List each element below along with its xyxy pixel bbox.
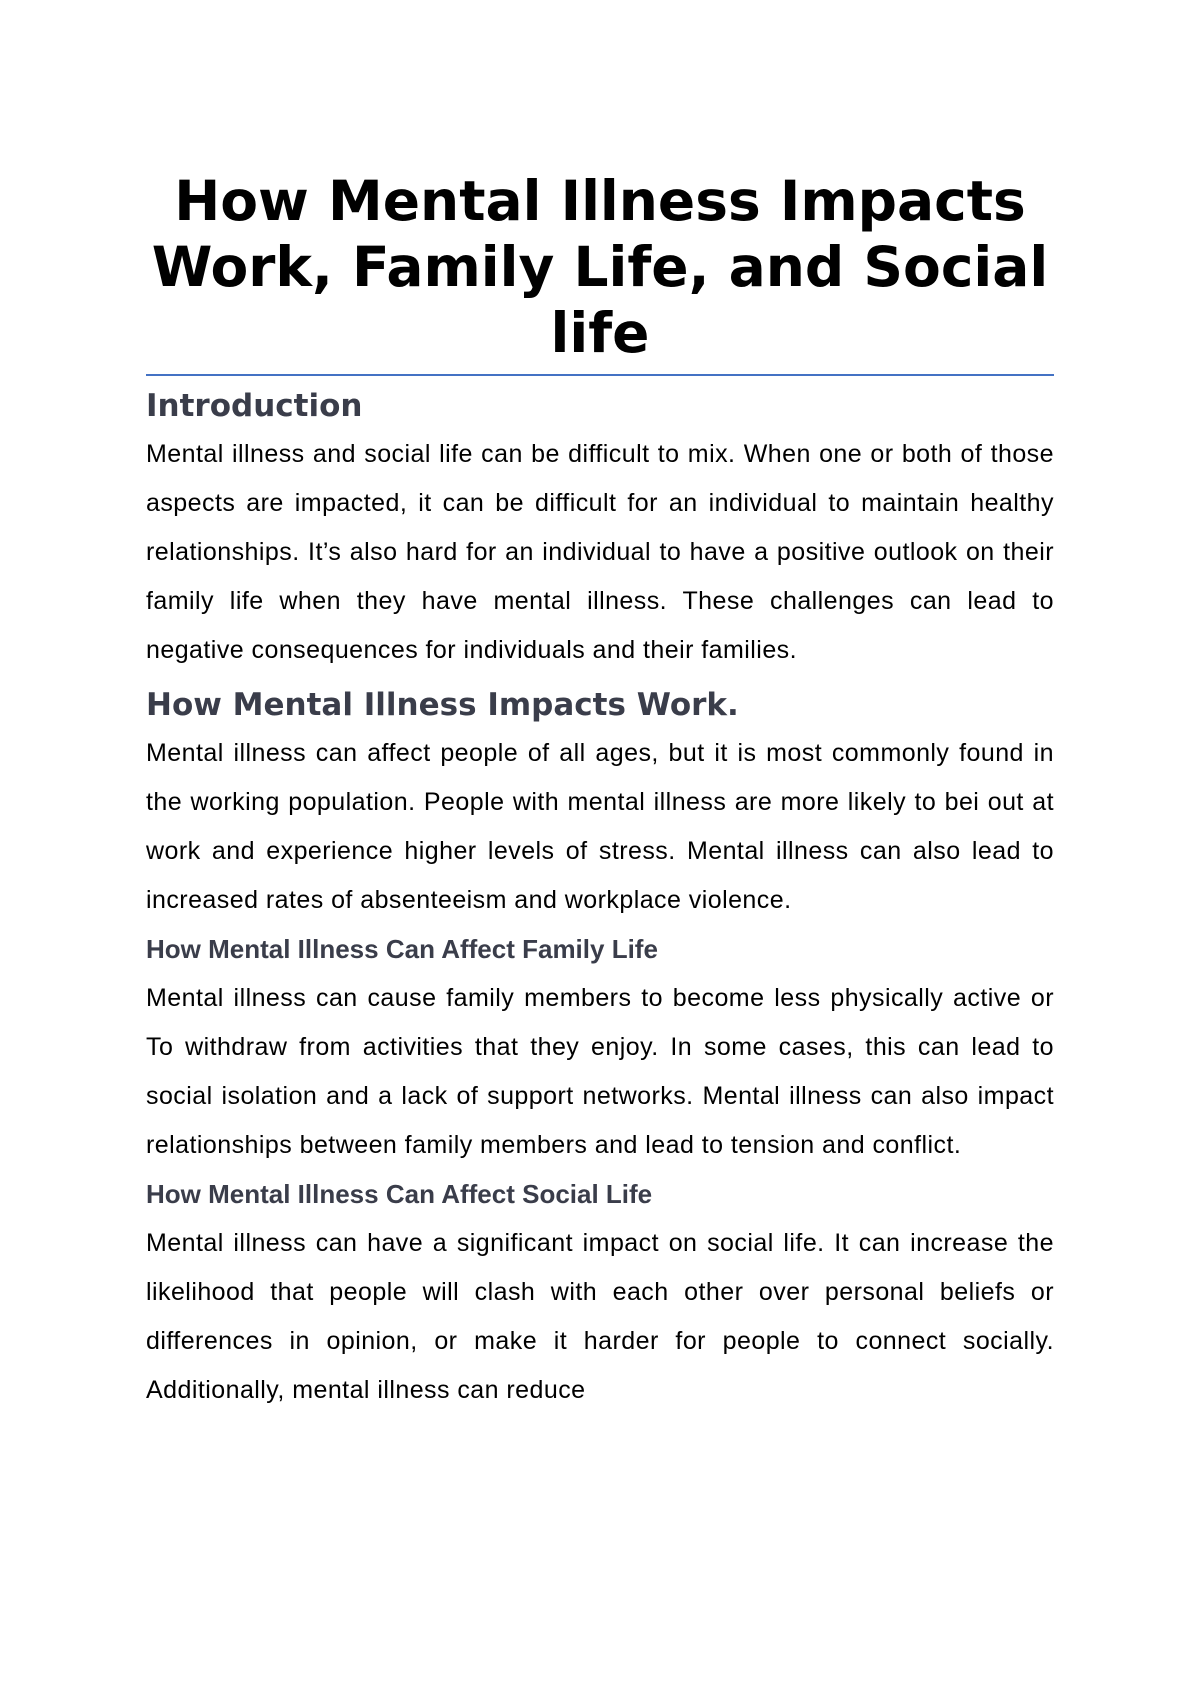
- section-heading-introduction: Introduction: [146, 388, 363, 424]
- section-heading-social-life: How Mental Illness Can Affect Social Life: [146, 1179, 653, 1209]
- document-title: How Mental Illness Impacts Work, Family Life, and Social life: [146, 168, 1054, 376]
- section-body-introduction: Mental illness and social life can be difficult to mix. When one or both of those aspects are impacted, it can be difficult for an individual to maintain healthy relationships. It’s also hard for an individual to have a positive outlook on their family life when they have mental illness. These challenges can lead to negative consequences for individuals and their families.: [146, 440, 1054, 664]
- section-body-family-life: Mental illness can cause family members to become less physically active or To withdraw from activities that they enjoy. In some cases, this can lead to social isolation and a lack of support networks. Mental illness can also impact relationships between family members and lead to tension and conflict.: [146, 984, 1054, 1159]
- section-heading-work: How Mental Illness Impacts Work.: [146, 687, 739, 723]
- section-body-social-life: Mental illness can have a significant impact on social life. It can increase the likelihood that people will clash with each other over personal beliefs or differences in opinion, or make it harder for people to connect socially. Additionally, mental illness can reduce: [146, 1229, 1054, 1404]
- section-body-work: Mental illness can affect people of all ages, but it is most commonly found in the working population. People with mental illness are more likely to bei out at work and experience higher levels of stress. Mental illness can also lead to increased rates of absenteeism and workplace violence.: [146, 739, 1054, 914]
- section-heading-family-life: How Mental Illness Can Affect Family Life: [146, 934, 658, 964]
- document-content: [146, 168, 1054, 1415]
